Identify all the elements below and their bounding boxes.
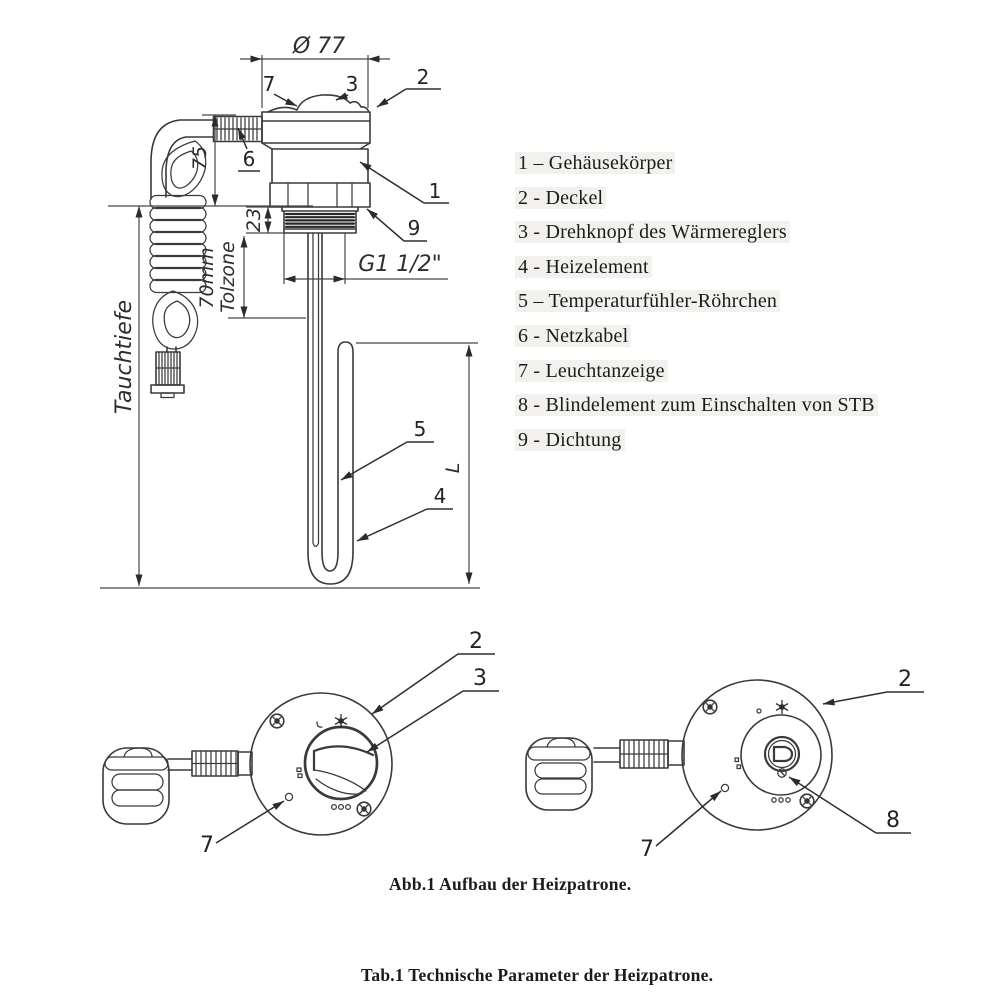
legend-item-7: 7 - Leuchtanzeige <box>515 354 878 389</box>
dim-75-label: 75 <box>189 145 211 171</box>
dim-tauchtiefe-label: Tauchtiefe <box>112 299 137 415</box>
callout-main-1: 1 <box>428 179 442 203</box>
legend-item-6: 6 - Netzkabel <box>515 319 878 354</box>
callout-main-9: 9 <box>407 216 421 240</box>
table-caption: Tab.1 Technische Parameter der Heizpatrone. <box>361 965 714 985</box>
scale-dots <box>332 805 351 810</box>
knob-grip-shape <box>314 746 373 794</box>
thread-and-seal <box>284 211 356 233</box>
dim-23-label: 23 <box>243 207 265 233</box>
thermostat-knob <box>305 727 377 799</box>
knob-view <box>103 629 499 858</box>
callout-main-3: 3 <box>345 72 359 96</box>
scale-mark-left <box>297 768 302 778</box>
callout-main-6: 6 <box>242 147 256 171</box>
legend-item-4: 4 - Heizelement <box>515 250 878 285</box>
blind-view-cable <box>526 738 684 810</box>
callout-blind-8: 8 <box>886 808 900 833</box>
knob-view-cable <box>103 748 252 824</box>
dim-diameter-label: Ø 77 <box>292 34 346 59</box>
legend-item-5: 5 – Temperaturfühler-Röhrchen <box>515 284 878 319</box>
blind-view <box>526 667 924 862</box>
cover-deckel-outline <box>262 95 370 149</box>
legend <box>515 146 878 457</box>
dim-thread-size-label: G1 1/2" <box>358 252 442 277</box>
scale-mark-left2 <box>735 758 741 769</box>
legend-item-3: 3 - Drehknopf des Wärmereglers <box>515 215 878 250</box>
scale-mark-top <box>757 709 761 713</box>
scale-dots2 <box>772 798 790 802</box>
figure-caption: Abb.1 Aufbau der Heizpatrone. <box>389 874 632 894</box>
callout-blind-7: 7 <box>640 837 654 862</box>
legend-item-2: 2 - Deckel <box>515 181 878 216</box>
dim-tolzone-label: Tolzone <box>217 241 239 313</box>
thermostat-spindle-boss <box>765 737 799 771</box>
housing-body-outline <box>270 149 370 211</box>
dim-length-label: L <box>442 462 464 474</box>
knob-view-callouts <box>200 629 499 858</box>
legend-item-8: 8 - Blindelement zum Einschalten von STB <box>515 388 878 423</box>
main-view <box>100 34 480 588</box>
scale-mark-min <box>317 722 322 727</box>
main-view-callouts <box>238 65 453 541</box>
heating-element-tubes <box>308 233 353 584</box>
callout-knob-3: 3 <box>473 666 487 691</box>
callout-main-4: 4 <box>433 484 447 508</box>
legend-item-9: 9 - Dichtung <box>515 423 878 458</box>
callout-blind-2: 2 <box>898 667 912 692</box>
callout-main-5: 5 <box>413 417 427 441</box>
callout-knob-2: 2 <box>469 629 483 654</box>
callout-knob-7: 7 <box>200 833 214 858</box>
callout-main-7: 7 <box>262 72 276 96</box>
callout-main-2: 2 <box>416 65 430 89</box>
power-plug <box>151 352 184 398</box>
legend-item-1: 1 – Gehäusekörper <box>515 146 878 181</box>
d-shaft <box>774 747 792 761</box>
dim-70mm-label: 70mm <box>196 247 218 309</box>
